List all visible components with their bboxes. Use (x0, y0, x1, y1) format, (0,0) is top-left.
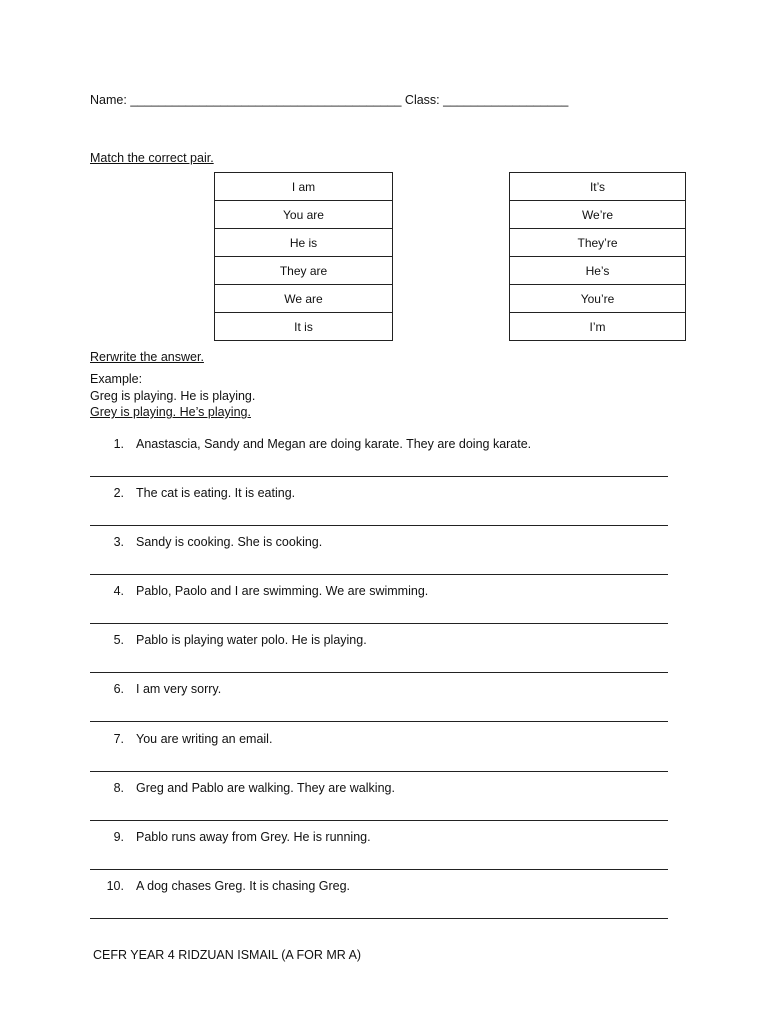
example-line: Grey is playing. He’s playing. (90, 405, 251, 419)
answer-line[interactable] (90, 869, 668, 870)
answer-line[interactable] (90, 574, 668, 575)
contraction-cell: I’m (510, 313, 686, 341)
question-number: 3. (113, 535, 124, 549)
question-text: The cat is eating. It is eating. (136, 486, 296, 500)
contraction-cell: It’s (510, 173, 686, 201)
contraction-cell: They’re (510, 229, 686, 257)
question-number: 8. (113, 781, 124, 795)
name-label: Name: (90, 93, 127, 107)
question-number: 9. (113, 830, 124, 844)
example-label: Example: (90, 372, 143, 386)
name-field[interactable]: _______________________________________ (130, 93, 402, 107)
match-heading: Match the correct pair. (90, 151, 214, 165)
example-block (90, 371, 255, 421)
question-number: 10. (106, 879, 124, 893)
pair-cell: You are (215, 201, 393, 229)
pair-cell: They are (215, 257, 393, 285)
question-number: 1. (113, 437, 124, 451)
name-class-header (90, 93, 568, 107)
question-number: 5. (113, 633, 124, 647)
pronoun-verb-table (214, 172, 393, 341)
question-text: Pablo, Paolo and I are swimming. We are swimming. (136, 584, 429, 598)
answer-line[interactable] (90, 771, 668, 772)
answer-line[interactable] (90, 623, 668, 624)
answer-line[interactable] (90, 525, 668, 526)
answer-line[interactable] (90, 820, 668, 821)
question-number: 7. (113, 732, 124, 746)
footer-credit: CEFR YEAR 4 RIDZUAN ISMAIL (A FOR MR A) (93, 948, 362, 962)
contraction-table (509, 172, 686, 341)
answer-line[interactable] (90, 672, 668, 673)
question-text: Anastascia, Sandy and Megan are doing karate. They are doing karate. (136, 437, 532, 451)
question-text: I am very sorry. (136, 682, 222, 696)
contraction-cell: He’s (510, 257, 686, 285)
answer-line[interactable] (90, 476, 668, 477)
question-number: 6. (113, 682, 124, 696)
question-text: Pablo runs away from Grey. He is running. (136, 830, 371, 844)
class-field[interactable]: __________________ (443, 93, 569, 107)
question-number: 2. (113, 486, 124, 500)
question-number: 4. (113, 584, 124, 598)
question-text: Sandy is cooking. She is cooking. (136, 535, 323, 549)
contraction-cell: You’re (510, 285, 686, 313)
answer-line[interactable] (90, 918, 668, 919)
question-text: Pablo is playing water polo. He is playing. (136, 633, 367, 647)
contraction-cell: We’re (510, 201, 686, 229)
pair-cell: It is (215, 313, 393, 341)
pair-cell: I am (215, 173, 393, 201)
class-label: Class: (404, 93, 440, 107)
question-text: A dog chases Greg. It is chasing Greg. (136, 879, 351, 893)
answer-line[interactable] (90, 721, 668, 722)
question-text: You are writing an email. (136, 732, 273, 746)
question-text: Greg and Pablo are walking. They are walking. (136, 781, 395, 795)
rewrite-heading: Rerwrite the answer. (90, 350, 204, 364)
pair-cell: We are (215, 285, 393, 313)
pair-cell: He is (215, 229, 393, 257)
example-line: Greg is playing. He is playing. (90, 388, 256, 403)
